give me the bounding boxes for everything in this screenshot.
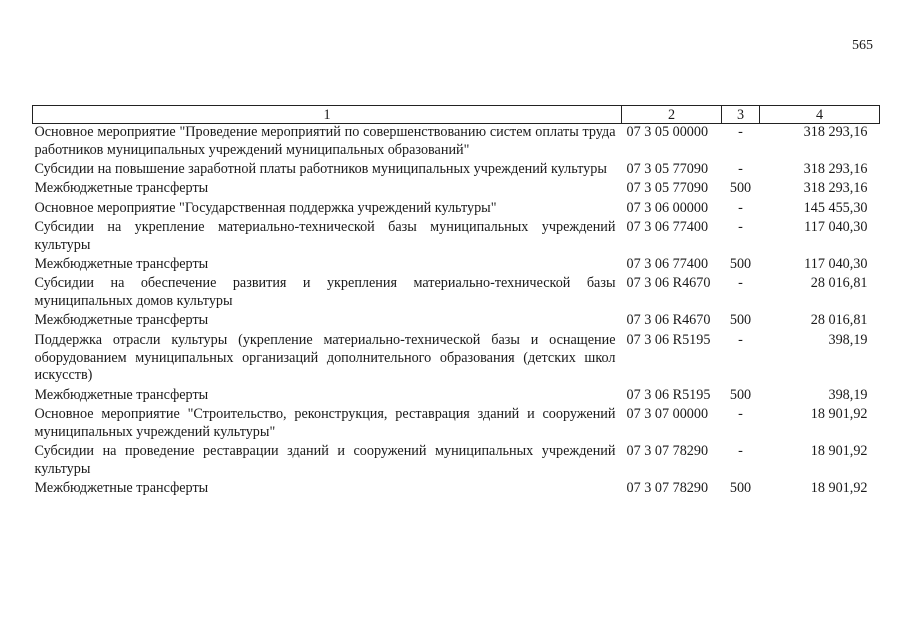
table-row bbox=[33, 387, 880, 406]
page-number: 565 bbox=[852, 38, 873, 53]
row-name: Межбюджетные трансферты bbox=[34, 180, 209, 197]
row-amount: 18 901,92 bbox=[810, 405, 868, 422]
column-header: 4 bbox=[760, 106, 880, 124]
row-name: Межбюджетные трансферты bbox=[34, 480, 209, 497]
row-name: Основное мероприятие "Строительство, реконструкция, реставрация зданий и сооружений муниципальных учреждений культуры" bbox=[34, 405, 616, 440]
row-expense-type: - bbox=[738, 331, 743, 348]
table-header-row bbox=[33, 106, 880, 124]
row-expense-type: 500 bbox=[729, 312, 752, 329]
row-code: 07 3 06 R5195 bbox=[626, 386, 711, 403]
row-name: Основное мероприятие "Государственная поддержка учреждений культуры" bbox=[34, 199, 497, 216]
table-row bbox=[33, 275, 880, 312]
row-amount: 117 040,30 bbox=[804, 256, 868, 273]
row-expense-type: - bbox=[738, 199, 743, 216]
table-row bbox=[33, 443, 880, 480]
table-row bbox=[33, 256, 880, 275]
row-amount: 28 016,81 bbox=[810, 275, 868, 292]
row-amount: 398,19 bbox=[828, 331, 868, 348]
table-row bbox=[33, 312, 880, 331]
row-code: 07 3 07 78290 bbox=[626, 443, 709, 460]
budget-table bbox=[32, 105, 880, 499]
table-row bbox=[33, 124, 880, 162]
row-code: 07 3 06 R4670 bbox=[626, 312, 711, 329]
table-row bbox=[33, 406, 880, 443]
row-expense-type: - bbox=[738, 405, 743, 422]
row-amount: 318 293,16 bbox=[803, 161, 868, 178]
row-amount: 145 455,30 bbox=[803, 199, 868, 216]
table-row bbox=[33, 219, 880, 256]
row-code: 07 3 05 00000 bbox=[626, 124, 709, 140]
table-row bbox=[33, 332, 880, 387]
row-name: Субсидии на обеспечение развития и укрепления материально-технической базы муниципальных домов культуры bbox=[34, 275, 616, 310]
row-amount: 398,19 bbox=[828, 386, 868, 403]
row-name: Межбюджетные трансферты bbox=[34, 386, 209, 403]
row-code: 07 3 06 00000 bbox=[626, 199, 709, 216]
column-header: 2 bbox=[622, 106, 722, 124]
table-row bbox=[33, 161, 880, 180]
table-row bbox=[33, 180, 880, 199]
table-row bbox=[33, 200, 880, 219]
table-row bbox=[33, 480, 880, 499]
row-expense-type: 500 bbox=[729, 256, 752, 273]
row-name: Субсидии на проведение реставрации зданий и сооружений муниципальных учреждений культуры bbox=[34, 443, 616, 477]
row-code: 07 3 05 77090 bbox=[626, 180, 709, 197]
row-amount: 318 293,16 bbox=[803, 180, 868, 197]
row-code: 07 3 06 77400 bbox=[626, 256, 709, 273]
row-amount: 28 016,81 bbox=[810, 312, 868, 329]
row-expense-type: - bbox=[738, 161, 743, 178]
row-name: Межбюджетные трансферты bbox=[34, 312, 209, 329]
row-amount: 18 901,92 bbox=[810, 480, 868, 497]
row-amount: 18 901,92 bbox=[810, 443, 868, 460]
row-code: 07 3 05 77090 bbox=[626, 161, 709, 178]
row-expense-type: - bbox=[738, 218, 743, 235]
column-header: 1 bbox=[33, 106, 622, 124]
row-name: Субсидии на укрепление материально-технической базы муниципальных учреждений культуры bbox=[34, 218, 616, 253]
row-code: 07 3 07 00000 bbox=[626, 405, 709, 422]
row-code: 07 3 07 78290 bbox=[626, 480, 709, 497]
row-name: Основное мероприятие "Проведение мероприятий по совершенствованию систем оплаты труда работников муниципальных учреждений муниципальных образований" bbox=[34, 124, 616, 158]
row-code: 07 3 06 R5195 bbox=[626, 331, 711, 348]
row-name: Субсидии на повышение заработной платы работников муниципальных учреждений культуры bbox=[34, 161, 607, 178]
row-expense-type: - bbox=[738, 443, 743, 460]
row-expense-type: - bbox=[738, 124, 743, 140]
column-header: 3 bbox=[722, 106, 760, 124]
row-expense-type: 500 bbox=[729, 180, 752, 197]
row-code: 07 3 06 R4670 bbox=[626, 275, 711, 292]
row-code: 07 3 06 77400 bbox=[626, 218, 709, 235]
row-amount: 117 040,30 bbox=[804, 218, 868, 235]
row-name: Поддержка отрасли культуры (укрепление материально-технической базы и оснащение оборудованием муниципальных организаций дополнительного образования (детских школ искусств) bbox=[34, 331, 616, 384]
row-expense-type: 500 bbox=[729, 386, 752, 403]
row-expense-type: - bbox=[738, 275, 743, 292]
row-amount: 318 293,16 bbox=[803, 124, 868, 140]
row-name: Межбюджетные трансферты bbox=[34, 256, 209, 273]
row-expense-type: 500 bbox=[729, 480, 752, 497]
